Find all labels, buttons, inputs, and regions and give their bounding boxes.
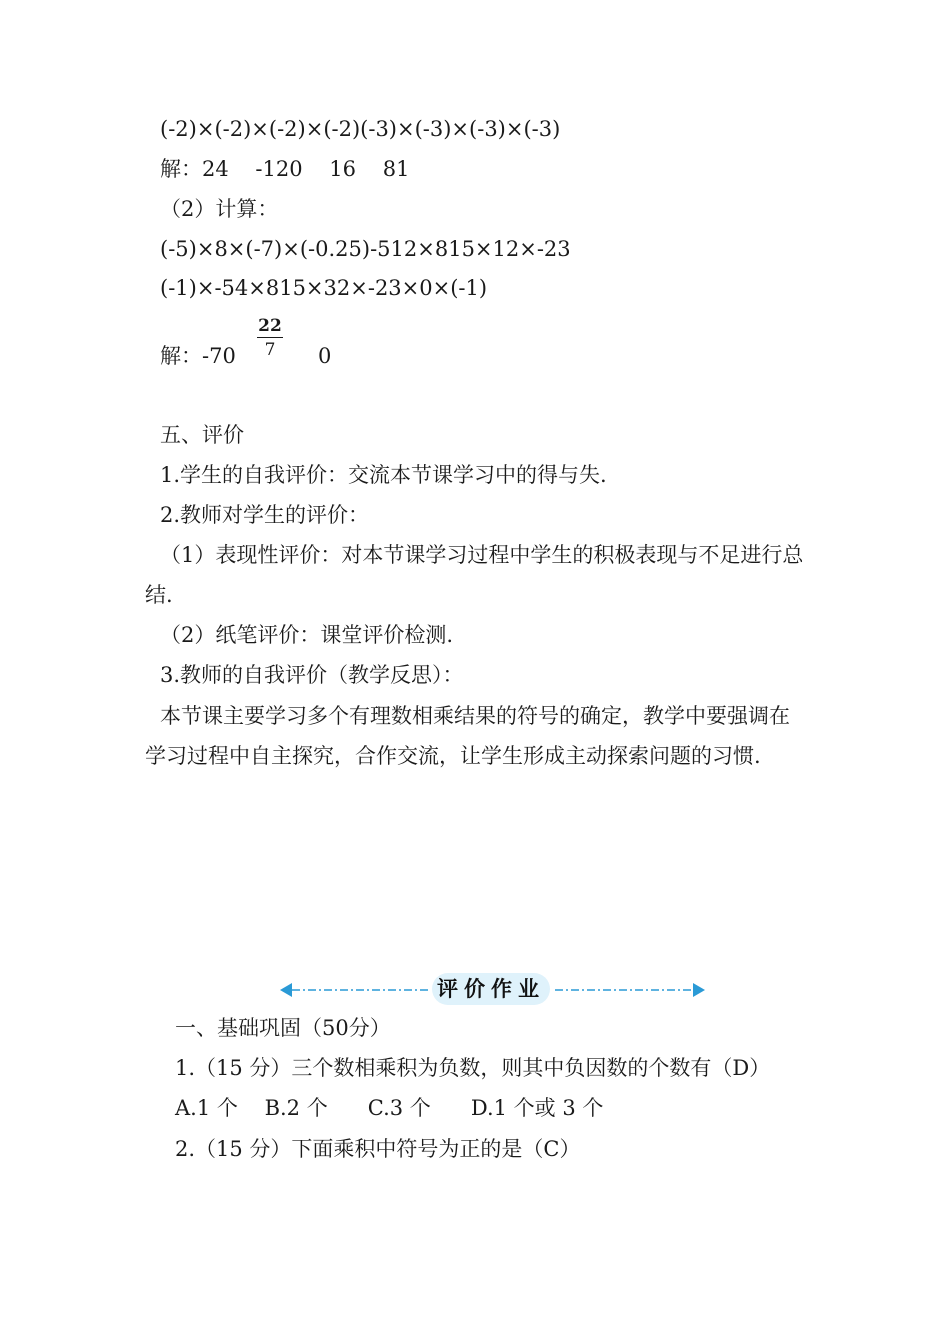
question-1-options: A.1 个 B.2 个 C.3 个 D.1 个或 3 个 [175, 1096, 604, 1120]
calc-expression-1: (-5)×8×(-7)×(-0.25)-512×815×12×-23 [160, 237, 571, 261]
evaluation-sub-1: （1）表现性评价：对本节课学习过程中学生的积极表现与不足进行总结. [145, 543, 804, 607]
multiplication-expression: (-2)×(-2)×(-2)×(-2)(-3)×(-3)×(-3)×(-3) [160, 117, 561, 141]
calc-expression-2: (-1)×-54×815×32×-23×0×(-1) [160, 276, 488, 300]
homework-section-heading: 一、基础巩固（50分） [175, 1016, 391, 1040]
evaluation-item-1: 1.学生的自我评价：交流本节课学习中的得与失. [160, 463, 607, 487]
fraction-bar [257, 337, 283, 338]
answer-line-2-label: 解：-70 [160, 344, 236, 368]
question-2: 2.（15 分）下面乘积中符号为正的是（C） [175, 1137, 581, 1161]
fraction-denominator: 7 [264, 340, 276, 360]
evaluation-item-3: 3.教师的自我评价（教学反思）： [160, 663, 464, 687]
answer-line-1: 解：24 -120 16 81 [160, 157, 410, 181]
teaching-reflection: 本节课主要学习多个有理数相乘结果的符号的确定，教学中要强调在学习过程中自主探究，合作交流，让学生形成主动探索问题的习惯. [145, 704, 790, 768]
fraction-numerator: 22 [258, 316, 282, 336]
answer-fraction [257, 316, 283, 359]
calc-heading: （2）计算： [160, 197, 279, 221]
homework-banner-title: 评价作业 [432, 973, 550, 1005]
banner-left-line [280, 983, 430, 997]
evaluation-heading: 五、评价 [160, 423, 244, 447]
banner-right-line [555, 983, 705, 997]
answer-line-2-last: 0 [318, 344, 332, 368]
question-1: 1.（15 分）三个数相乘积为负数，则其中负因数的个数有（D） [175, 1056, 771, 1080]
evaluation-item-2: 2.教师对学生的评价： [160, 503, 370, 527]
evaluation-sub-2: （2）纸笔评价：课堂评价检测. [160, 623, 454, 647]
